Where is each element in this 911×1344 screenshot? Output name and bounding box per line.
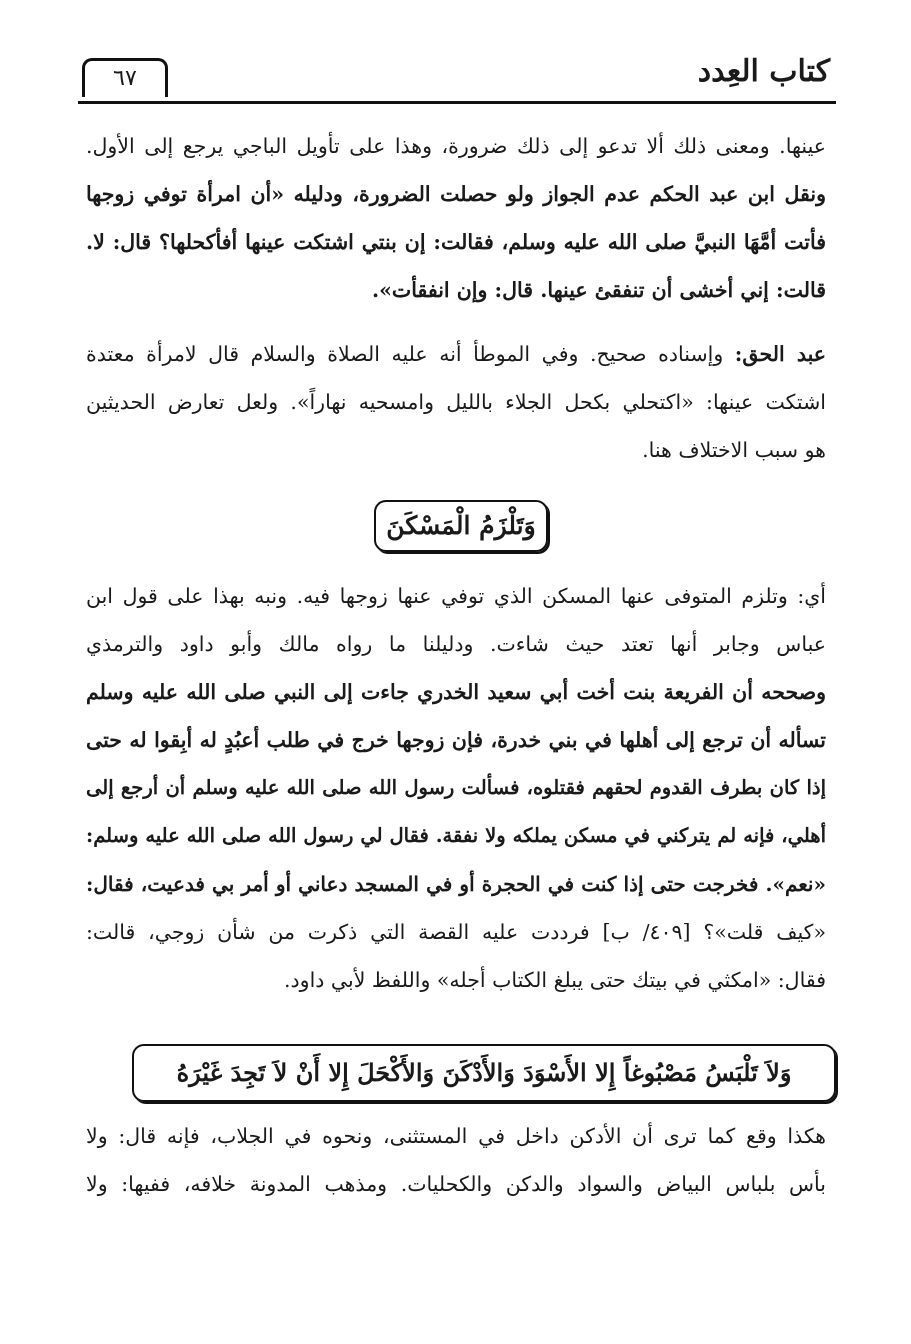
text-line: قالت: إني أخشى أن تنفقئ عينها. قال: وإن انفقأت». <box>371 278 826 302</box>
text-line: أهلي، فإنه لم يتركني في مسكن يملكه ولا نفقة. فقال لي رسول الله صلى الله عليه وسلم: <box>86 824 826 847</box>
author-lead: عبد الحق: <box>734 342 826 366</box>
text-line: عباس وجابر أنها تعتد حيث شاءت. ودليلنا ما رواه مالك وأبو داود والترمذي <box>86 632 826 656</box>
page-number: ٦٧ <box>113 66 137 91</box>
text-line <box>86 330 826 378</box>
text-line: هكذا وقع كما ترى أن الأدكن داخل في المستثنى، ونحوه في الجلاب، فإنه قال: ولا <box>86 1124 826 1148</box>
text-line: إذا كان بطرف القدوم لحقهم فقتلوه، فسألت رسول الله صلى الله عليه وسلم أن أرجع إلى <box>86 776 826 799</box>
section-heading-1: وَتَلْزَمُ الْمَسْكَنَ <box>374 500 548 552</box>
paragraph-4 <box>86 1112 826 1208</box>
paragraph-3 <box>86 572 826 1004</box>
section-heading-2: وَلاَ تَلْبَسُ مَصْبُوغاً إِلا الأَسْوَدَ وَالأَدْكَنَ وَالأَكْحَلَ إِلا أَنْ لاَ تَجِدَ غَيْرَهُ <box>132 1044 836 1102</box>
paragraph-2 <box>86 330 826 474</box>
header-rule <box>78 101 836 104</box>
text-line: أي: وتلزم المتوفى عنها المسكن الذي توفي عنها زوجها فيه. ونبه بهذا على قول ابن <box>86 584 826 608</box>
text-line: بأس بلباس البياض والسواد والدكن والكحليات. ومذهب المدونة خلافه، ففيها: ولا <box>86 1172 826 1196</box>
text-line: عينها. ومعنى ذلك ألا تدعو إلى ذلك ضرورة، وهذا على تأويل الباجي يرجع إلى الأول. <box>86 134 826 158</box>
book-title: كتاب العِدد <box>697 54 830 89</box>
text-line: ونقل ابن عبد الحكم عدم الجواز ولو حصلت الضرورة، ودليله «أن امرأة توفي زوجها <box>86 182 826 206</box>
text-line: تسأله أن ترجع إلى أهلها في بني خدرة، فإن زوجها خرج في طلب أعبُدٍ له أبِقوا له حتى <box>86 728 826 752</box>
paragraph-1 <box>86 122 826 314</box>
text-line: هو سبب الاختلاف هنا. <box>642 438 826 462</box>
text-line: وصححه أن الفريعة بنت أخت أبي سعيد الخدري جاءت إلى النبي صلى الله عليه وسلم <box>86 680 826 704</box>
text-line: فأتت أمَّهَا النبيَّ صلى الله عليه وسلم، فقالت: إن بنتي اشتكت عينها أفأكحلها؟ قال: لا. <box>86 230 826 254</box>
text-line: «كيف قلت»؟ [٤٠٩/ ب] فرددت عليه القصة التي ذكرت من شأن زوجي، قالت: <box>86 920 826 944</box>
text-fragment: وإسناده صحيح. وفي الموطأ أنه عليه الصلاة والسلام قال لامرأة معتدة <box>86 342 724 366</box>
page-number-box <box>82 58 168 97</box>
page-header <box>78 52 836 104</box>
text-line: اشتكت عينها: «اكتحلي بكحل الجلاء بالليل وامسحيه نهاراً». ولعل تعارض الحديثين <box>86 390 826 414</box>
text-line: فقال: «امكثي في بيتك حتى يبلغ الكتاب أجله» واللفظ لأبي داود. <box>284 968 826 992</box>
text-line: «نعم». فخرجت حتى إذا كنت في الحجرة أو في المسجد دعاني أو أمر بي فدعيت، فقال: <box>86 872 826 896</box>
